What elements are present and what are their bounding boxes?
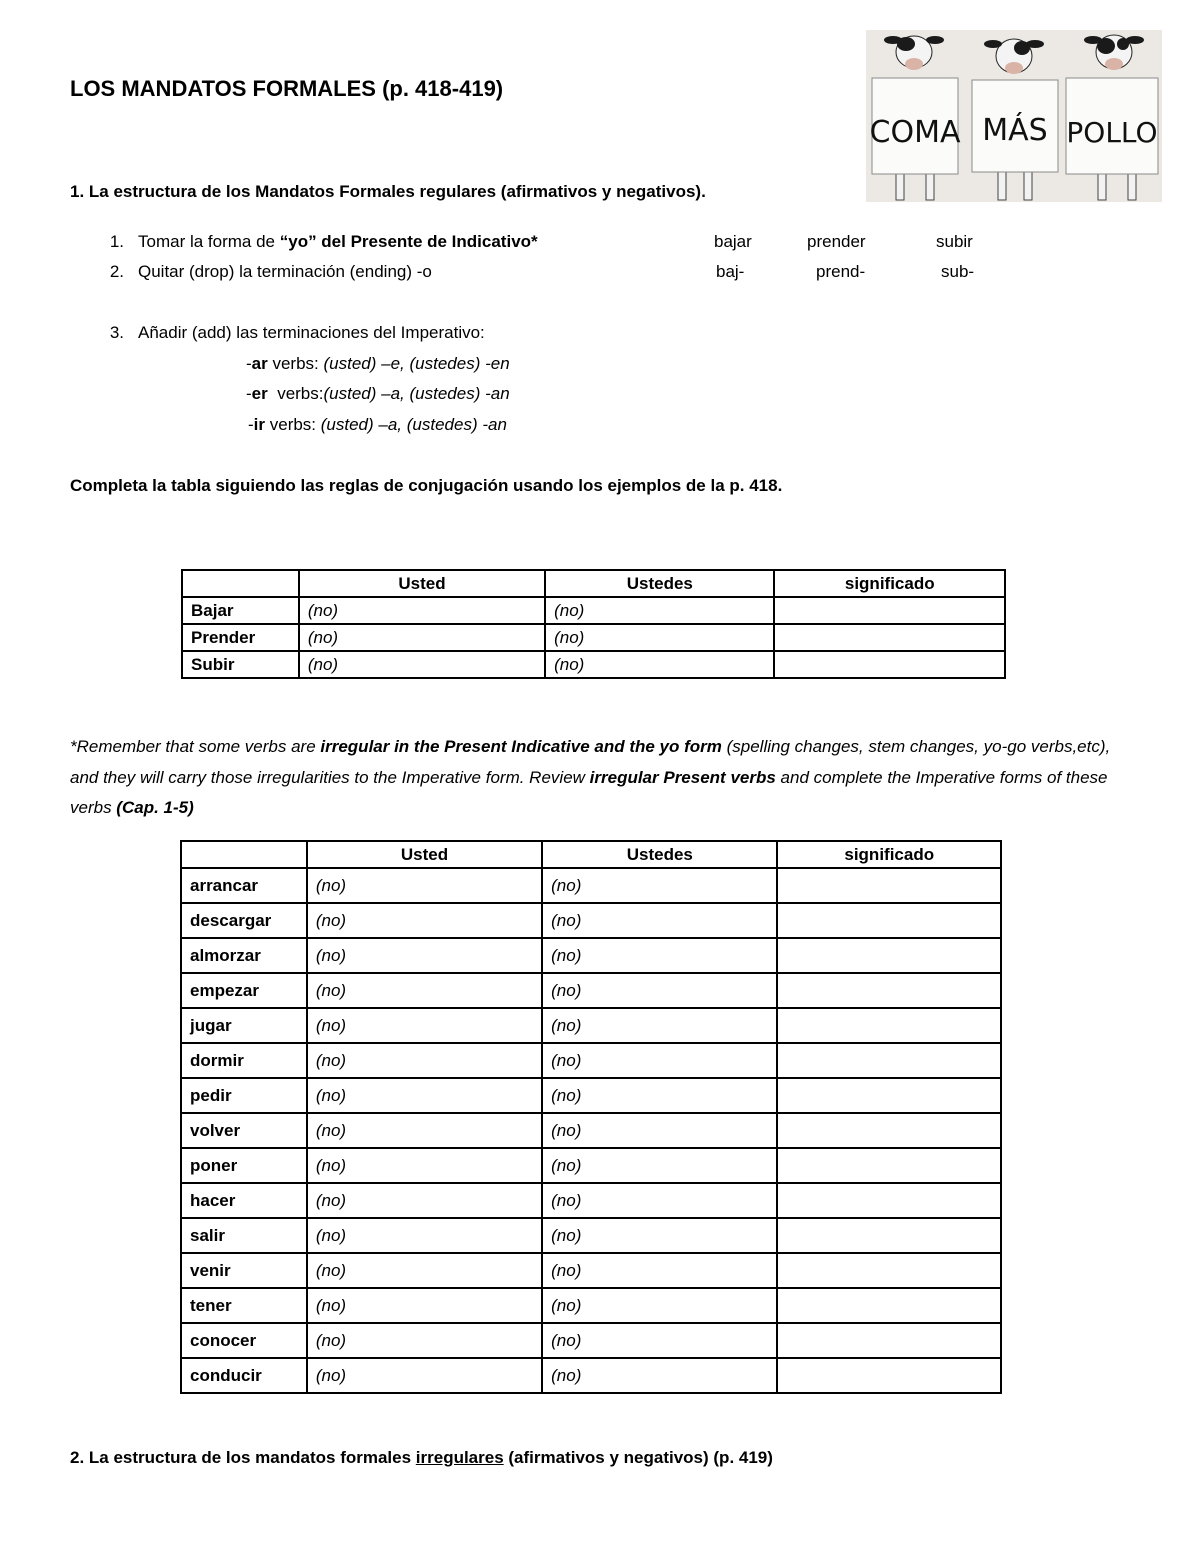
ending-er bbox=[246, 384, 510, 404]
table-row bbox=[181, 903, 1001, 938]
step-2-text: Quitar (drop) la terminación (ending) -o bbox=[138, 262, 432, 281]
ending-ir-stem: ir bbox=[253, 415, 266, 434]
header-ustedes: Ustedes bbox=[545, 570, 774, 597]
usted-cell[interactable]: (no) bbox=[299, 597, 545, 624]
table-row bbox=[181, 973, 1001, 1008]
usted-cell[interactable]: (no) bbox=[307, 1043, 542, 1078]
usted-cell[interactable]: (no) bbox=[307, 1288, 542, 1323]
ustedes-cell[interactable]: (no) bbox=[545, 651, 774, 678]
header-usted: Usted bbox=[299, 570, 545, 597]
table-row bbox=[181, 1113, 1001, 1148]
section2-pre: 2. La estructura de los mandatos formales bbox=[70, 1448, 416, 1467]
table-row bbox=[181, 1043, 1001, 1078]
verb-cell: volver bbox=[181, 1113, 307, 1148]
verb-cell: pedir bbox=[181, 1078, 307, 1113]
table-row bbox=[181, 1148, 1001, 1183]
significado-cell[interactable] bbox=[777, 1008, 1001, 1043]
ustedes-cell[interactable]: (no) bbox=[542, 1148, 777, 1183]
header-verb bbox=[182, 570, 299, 597]
note-part-2: (spelling changes, stem changes, yo-go verbs,etc), and they will carry those irregularities to the Imperative form. Review bbox=[70, 737, 1111, 787]
usted-cell[interactable]: (no) bbox=[307, 973, 542, 1008]
verb-cell: venir bbox=[181, 1253, 307, 1288]
sign-word-3: POLLO bbox=[1066, 116, 1158, 149]
verb-cell: Subir bbox=[182, 651, 299, 678]
step-3 bbox=[88, 323, 485, 343]
significado-cell[interactable] bbox=[774, 624, 1005, 651]
note-part-3: and complete the Imperative forms of these verbs bbox=[70, 767, 1108, 817]
ustedes-cell[interactable]: (no) bbox=[542, 973, 777, 1008]
step-2 bbox=[88, 262, 432, 282]
step-1-col3: subir bbox=[936, 232, 973, 251]
verb-cell: salir bbox=[181, 1218, 307, 1253]
page-title: LOS MANDATOS FORMALES (p. 418-419) bbox=[70, 76, 504, 101]
usted-cell[interactable]: (no) bbox=[307, 1148, 542, 1183]
ending-ar-label: verbs: bbox=[267, 354, 324, 373]
ustedes-cell[interactable]: (no) bbox=[545, 624, 774, 651]
ustedes-cell[interactable]: (no) bbox=[542, 1323, 777, 1358]
ending-ar-dash: - bbox=[246, 354, 252, 373]
ending-ir-label: verbs: bbox=[265, 415, 321, 434]
step-1-text: Tomar la forma de bbox=[138, 232, 280, 251]
step-2-col3: sub- bbox=[941, 262, 975, 281]
ending-er-forms: (usted) –a, (ustedes) -an bbox=[323, 384, 510, 403]
verb-cell: dormir bbox=[181, 1043, 307, 1078]
table-header-row bbox=[181, 841, 1001, 868]
usted-cell[interactable]: (no) bbox=[299, 651, 545, 678]
significado-cell[interactable] bbox=[777, 1113, 1001, 1148]
verb-cell: Prender bbox=[182, 624, 299, 651]
ustedes-cell[interactable]: (no) bbox=[545, 597, 774, 624]
table-row bbox=[181, 1078, 1001, 1113]
usted-cell[interactable]: (no) bbox=[307, 1113, 542, 1148]
table-row bbox=[182, 624, 1005, 651]
ustedes-cell[interactable]: (no) bbox=[542, 868, 777, 903]
table-row bbox=[181, 868, 1001, 903]
usted-cell[interactable]: (no) bbox=[307, 938, 542, 973]
usted-cell[interactable]: (no) bbox=[307, 1078, 542, 1113]
usted-cell[interactable]: (no) bbox=[307, 1253, 542, 1288]
usted-cell[interactable]: (no) bbox=[307, 1218, 542, 1253]
table-row bbox=[181, 1323, 1001, 1358]
irregular-verbs-table bbox=[180, 840, 1002, 1394]
regular-verbs-table bbox=[181, 569, 1006, 679]
section1-heading: 1. La estructura de los Mandatos Formales regulares (afirmativos y negativos). bbox=[70, 182, 706, 201]
table-row bbox=[181, 1288, 1001, 1323]
significado-cell[interactable] bbox=[777, 1043, 1001, 1078]
table-row bbox=[182, 597, 1005, 624]
ustedes-cell[interactable]: (no) bbox=[542, 1113, 777, 1148]
header-significado: significado bbox=[774, 570, 1005, 597]
usted-cell[interactable]: (no) bbox=[299, 624, 545, 651]
verb-cell: hacer bbox=[181, 1183, 307, 1218]
ustedes-cell[interactable]: (no) bbox=[542, 1218, 777, 1253]
table-row bbox=[181, 1358, 1001, 1393]
step-3-number: 3. bbox=[109, 323, 124, 342]
verb-cell: tener bbox=[181, 1288, 307, 1323]
note-bold-2: irregular Present verbs bbox=[589, 767, 776, 787]
step-2-col2: prend- bbox=[816, 262, 866, 281]
step-1-col2: prender bbox=[807, 232, 866, 251]
ustedes-cell[interactable]: (no) bbox=[542, 1288, 777, 1323]
cows-illustration bbox=[866, 30, 1162, 202]
ending-er-dash: - bbox=[246, 384, 252, 403]
table-header-row bbox=[182, 570, 1005, 597]
irregular-note bbox=[70, 732, 1130, 824]
ustedes-cell[interactable]: (no) bbox=[542, 1358, 777, 1393]
step-2-col1: baj- bbox=[716, 262, 745, 281]
note-part-1: *Remember that some verbs are bbox=[70, 737, 321, 756]
section2-post: (afirmativos y negativos) (p. 419) bbox=[503, 1448, 773, 1467]
significado-cell[interactable] bbox=[777, 1288, 1001, 1323]
verb-cell: Bajar bbox=[182, 597, 299, 624]
table-row bbox=[181, 1253, 1001, 1288]
significado-cell[interactable] bbox=[777, 868, 1001, 903]
ustedes-cell[interactable]: (no) bbox=[542, 1078, 777, 1113]
table-row bbox=[182, 651, 1005, 678]
ustedes-cell[interactable]: (no) bbox=[542, 1043, 777, 1078]
significado-cell[interactable] bbox=[777, 938, 1001, 973]
verb-cell: almorzar bbox=[181, 938, 307, 973]
significado-cell[interactable] bbox=[777, 1358, 1001, 1393]
sign-word-2: MÁS bbox=[982, 113, 1048, 148]
table-instruction: Completa la tabla siguiendo las reglas de conjugación usando los ejemplos de la p. 418. bbox=[70, 476, 783, 495]
table-row bbox=[181, 938, 1001, 973]
ustedes-cell[interactable]: (no) bbox=[542, 903, 777, 938]
significado-cell[interactable] bbox=[777, 1218, 1001, 1253]
step-2-number: 2. bbox=[109, 262, 124, 281]
table-row bbox=[181, 1183, 1001, 1218]
section2-underlined: irregulares bbox=[415, 1448, 504, 1467]
step-1-bold: “yo” del Presente de Indicativo* bbox=[279, 232, 538, 251]
usted-cell[interactable]: (no) bbox=[307, 1183, 542, 1218]
ustedes-cell[interactable]: (no) bbox=[542, 1183, 777, 1218]
significado-cell[interactable] bbox=[777, 1323, 1001, 1358]
header-verb bbox=[181, 841, 307, 868]
significado-cell[interactable] bbox=[777, 903, 1001, 938]
ending-ir-dash: - bbox=[248, 415, 254, 434]
cows-image bbox=[866, 30, 1162, 202]
verb-cell: conducir bbox=[181, 1358, 307, 1393]
ending-ar-forms: (usted) –e, (ustedes) -en bbox=[323, 354, 510, 373]
significado-cell[interactable] bbox=[777, 1253, 1001, 1288]
section2-heading bbox=[70, 1448, 773, 1468]
verb-cell: poner bbox=[181, 1148, 307, 1183]
significado-cell[interactable] bbox=[777, 1078, 1001, 1113]
table-row bbox=[181, 1218, 1001, 1253]
significado-cell[interactable] bbox=[774, 597, 1005, 624]
table-row bbox=[181, 1008, 1001, 1043]
significado-cell[interactable] bbox=[774, 651, 1005, 678]
ending-ir-forms: (usted) –a, (ustedes) -an bbox=[320, 415, 507, 434]
usted-cell[interactable]: (no) bbox=[307, 868, 542, 903]
ustedes-cell[interactable]: (no) bbox=[542, 1253, 777, 1288]
step-1-col1: bajar bbox=[714, 232, 752, 251]
note-bold-1: irregular in the Present Indicative and the yo form bbox=[320, 737, 722, 756]
step-1-number: 1. bbox=[109, 232, 124, 251]
note-bold-3: (Cap. 1-5) bbox=[116, 798, 194, 817]
verb-cell: jugar bbox=[181, 1008, 307, 1043]
significado-cell[interactable] bbox=[777, 973, 1001, 1008]
verb-cell: conocer bbox=[181, 1323, 307, 1358]
ending-er-label: verbs: bbox=[267, 384, 324, 403]
ending-ir bbox=[248, 415, 507, 435]
header-significado: significado bbox=[777, 841, 1001, 868]
usted-cell[interactable]: (no) bbox=[307, 903, 542, 938]
ustedes-cell[interactable]: (no) bbox=[542, 938, 777, 973]
verb-cell: arrancar bbox=[181, 868, 307, 903]
significado-cell[interactable] bbox=[777, 1148, 1001, 1183]
header-usted: Usted bbox=[307, 841, 542, 868]
header-ustedes: Ustedes bbox=[542, 841, 777, 868]
usted-cell[interactable]: (no) bbox=[307, 1358, 542, 1393]
significado-cell[interactable] bbox=[777, 1183, 1001, 1218]
ustedes-cell[interactable]: (no) bbox=[542, 1008, 777, 1043]
usted-cell[interactable]: (no) bbox=[307, 1323, 542, 1358]
verb-cell: descargar bbox=[181, 903, 307, 938]
sign-word-1: COMA bbox=[869, 115, 961, 150]
step-1 bbox=[88, 232, 538, 252]
step-3-text: Añadir (add) las terminaciones del Imperativo: bbox=[138, 323, 485, 342]
ending-er-stem: er bbox=[251, 384, 268, 403]
verb-cell: empezar bbox=[181, 973, 307, 1008]
irregular-verbs-body bbox=[181, 868, 1001, 1393]
ending-ar bbox=[246, 354, 510, 374]
ending-ar-stem: ar bbox=[251, 354, 268, 373]
usted-cell[interactable]: (no) bbox=[307, 1008, 542, 1043]
